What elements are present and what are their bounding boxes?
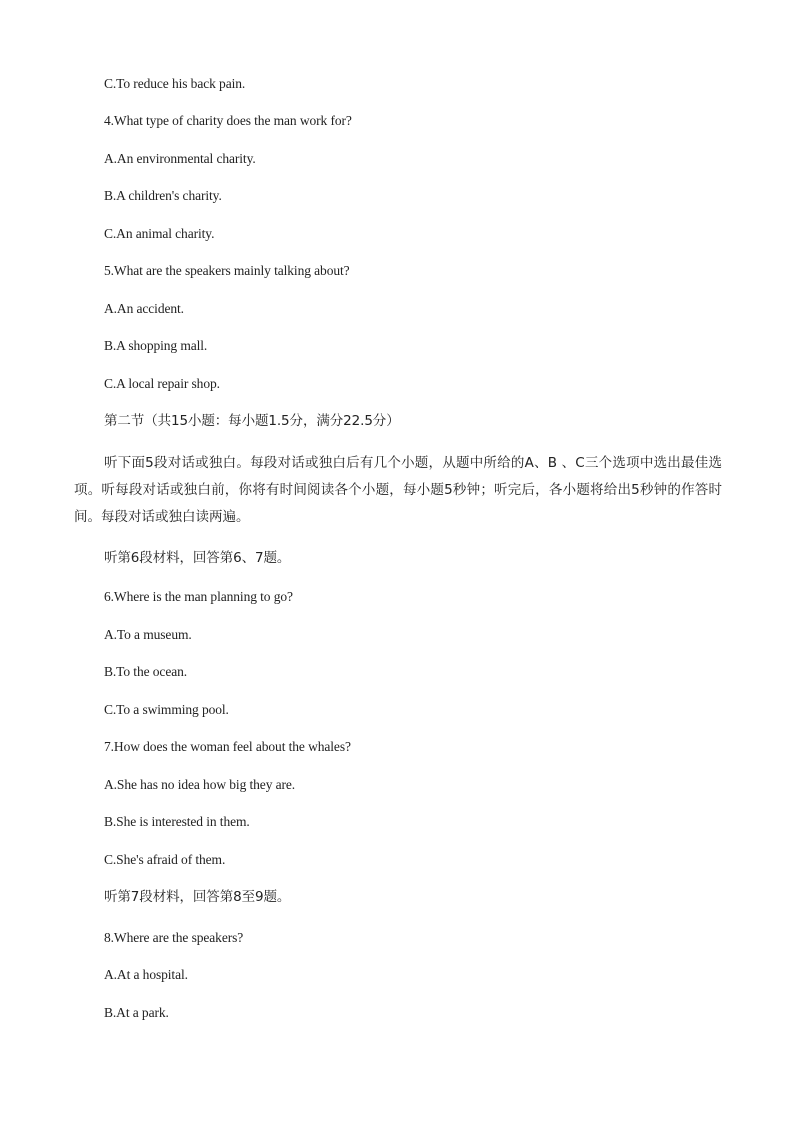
q4-option-b: B.A children's charity. bbox=[104, 188, 222, 203]
q8-option-a: A.At a hospital. bbox=[104, 967, 188, 982]
q4-option-c: C.An animal charity. bbox=[104, 226, 215, 241]
material-7-heading: 听第7段材料，回答第8至9题。 bbox=[104, 889, 291, 905]
q7-option-a: A.She has no idea how big they are. bbox=[104, 777, 296, 792]
q5-option-c: C.A local repair shop. bbox=[104, 376, 220, 391]
q8-question: 8.Where are the speakers? bbox=[104, 930, 244, 945]
q6-question: 6.Where is the man planning to go? bbox=[104, 589, 293, 604]
q3-option-c: C.To reduce his back pain. bbox=[104, 76, 246, 91]
section-instructions: 听下面5段对话或独白。每段对话或独白后有几个小题，从题中所给的A、B 、C三个选项中选出最佳选项。听每段对话或独白前，你将有时间阅读各个小题，每小题5秒钟；听完后，各小题将给出5秒钟的作答时间。每段对话或独白读两遍。 bbox=[74, 455, 722, 525]
section-heading: 第二节（共15小题：每小题1.5分，满分22.5分） bbox=[104, 413, 400, 429]
q4-question: 4.What type of charity does the man work for? bbox=[104, 113, 352, 128]
q4-option-a: A.An environmental charity. bbox=[104, 151, 256, 166]
material-6-heading: 听第6段材料，回答第6、7题。 bbox=[104, 550, 291, 566]
q7-option-b: B.She is interested in them. bbox=[104, 814, 250, 829]
q6-option-b: B.To the ocean. bbox=[104, 664, 188, 679]
q8-option-b: B.At a park. bbox=[104, 1005, 169, 1020]
q5-option-b: B.A shopping mall. bbox=[104, 338, 208, 353]
q7-option-c: C.She's afraid of them. bbox=[104, 852, 226, 867]
q5-option-a: A.An accident. bbox=[104, 301, 184, 316]
q7-question: 7.How does the woman feel about the whales? bbox=[104, 739, 351, 754]
q6-option-c: C.To a swimming pool. bbox=[104, 702, 229, 717]
q6-option-a: A.To a museum. bbox=[104, 627, 192, 642]
q5-question: 5.What are the speakers mainly talking about? bbox=[104, 263, 350, 278]
